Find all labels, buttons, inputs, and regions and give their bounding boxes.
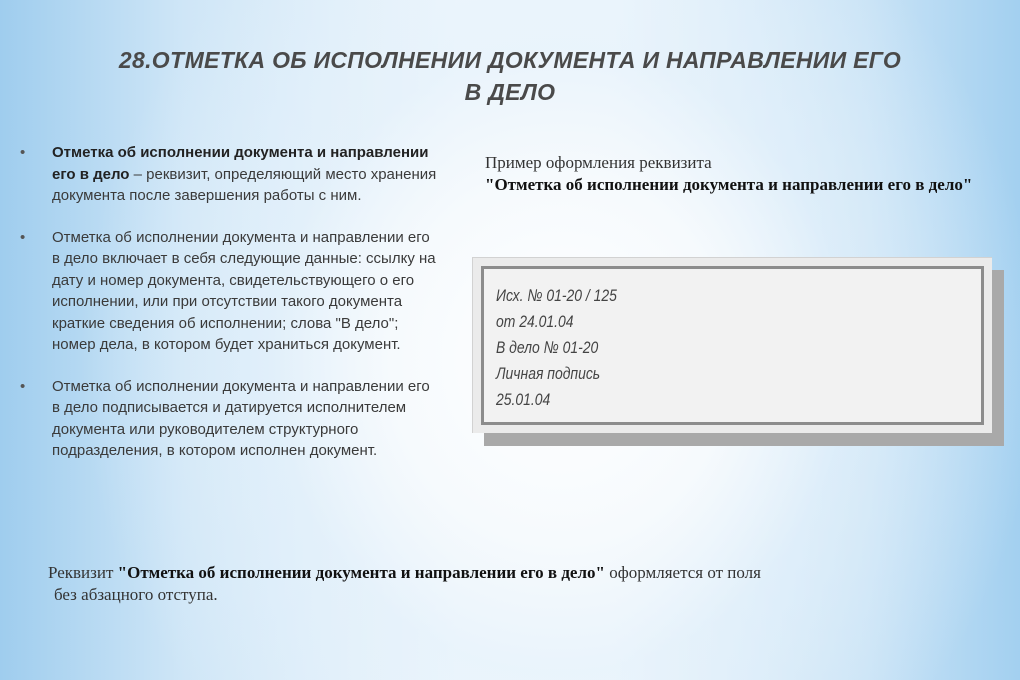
stamp-frame (481, 266, 984, 425)
slide-title (60, 44, 960, 108)
stamp-date: от 24.01.04 (496, 312, 574, 331)
bullet-item-contents (20, 227, 440, 356)
footer-suffix: оформляется от поля (604, 563, 761, 582)
bullet-item-signing (20, 376, 440, 462)
example-stamp (472, 257, 992, 433)
bullet-marker: • (20, 228, 26, 246)
stamp-outgoing-number: Исх. № 01-20 / 125 (496, 286, 617, 305)
definition-text: – реквизит, определяющий место хранения документа после завершения работы с ним. (52, 165, 437, 204)
title-line-2: В ДЕЛО (464, 79, 556, 105)
footer-prefix: Реквизит (48, 563, 118, 582)
example-caption-text: Пример оформления реквизита (485, 153, 712, 172)
stamp-signature-date: 25.01.04 (496, 390, 551, 409)
title-line-1: 28.ОТМЕТКА ОБ ИСПОЛНЕНИИ ДОКУМЕНТА И НАПРАВЛЕНИИ ЕГО (118, 47, 902, 73)
example-caption (485, 152, 975, 196)
bullet-item-definition (20, 142, 440, 207)
footer-term: "Отметка об исполнении документа и направлении его в дело" (117, 563, 605, 582)
stamp-case-number: В дело № 01-20 (496, 338, 599, 357)
bullet-list (20, 142, 440, 482)
bullet-marker: • (20, 144, 26, 161)
stamp-signature: Личная подпись (496, 364, 601, 383)
contents-text: Отметка об исполнении документа и направлении его в дело включает в себя следующие данные: ссылку на дату и номер документа, свидетельствующего о его исполнении, или при отсутствии такого документа краткие сведения об исполнении; слова "В дело"; номер дела, в котором будет храниться документ. (52, 228, 436, 353)
example-caption-title: "Отметка об исполнении документа и направлении его в дело" (485, 175, 973, 194)
signing-text: Отметка об исполнении документа и направлении его в дело подписывается и датируется исполнителем документа или руководителем структурного подразделения, в котором исполнен документ. (52, 377, 430, 459)
definition-term: Отметка об исполнении документа и направлении его в дело (52, 144, 429, 183)
footer-line-2: без абзацного отступа. (54, 585, 218, 604)
bullet-marker: • (20, 377, 26, 395)
footer-note (48, 562, 948, 606)
